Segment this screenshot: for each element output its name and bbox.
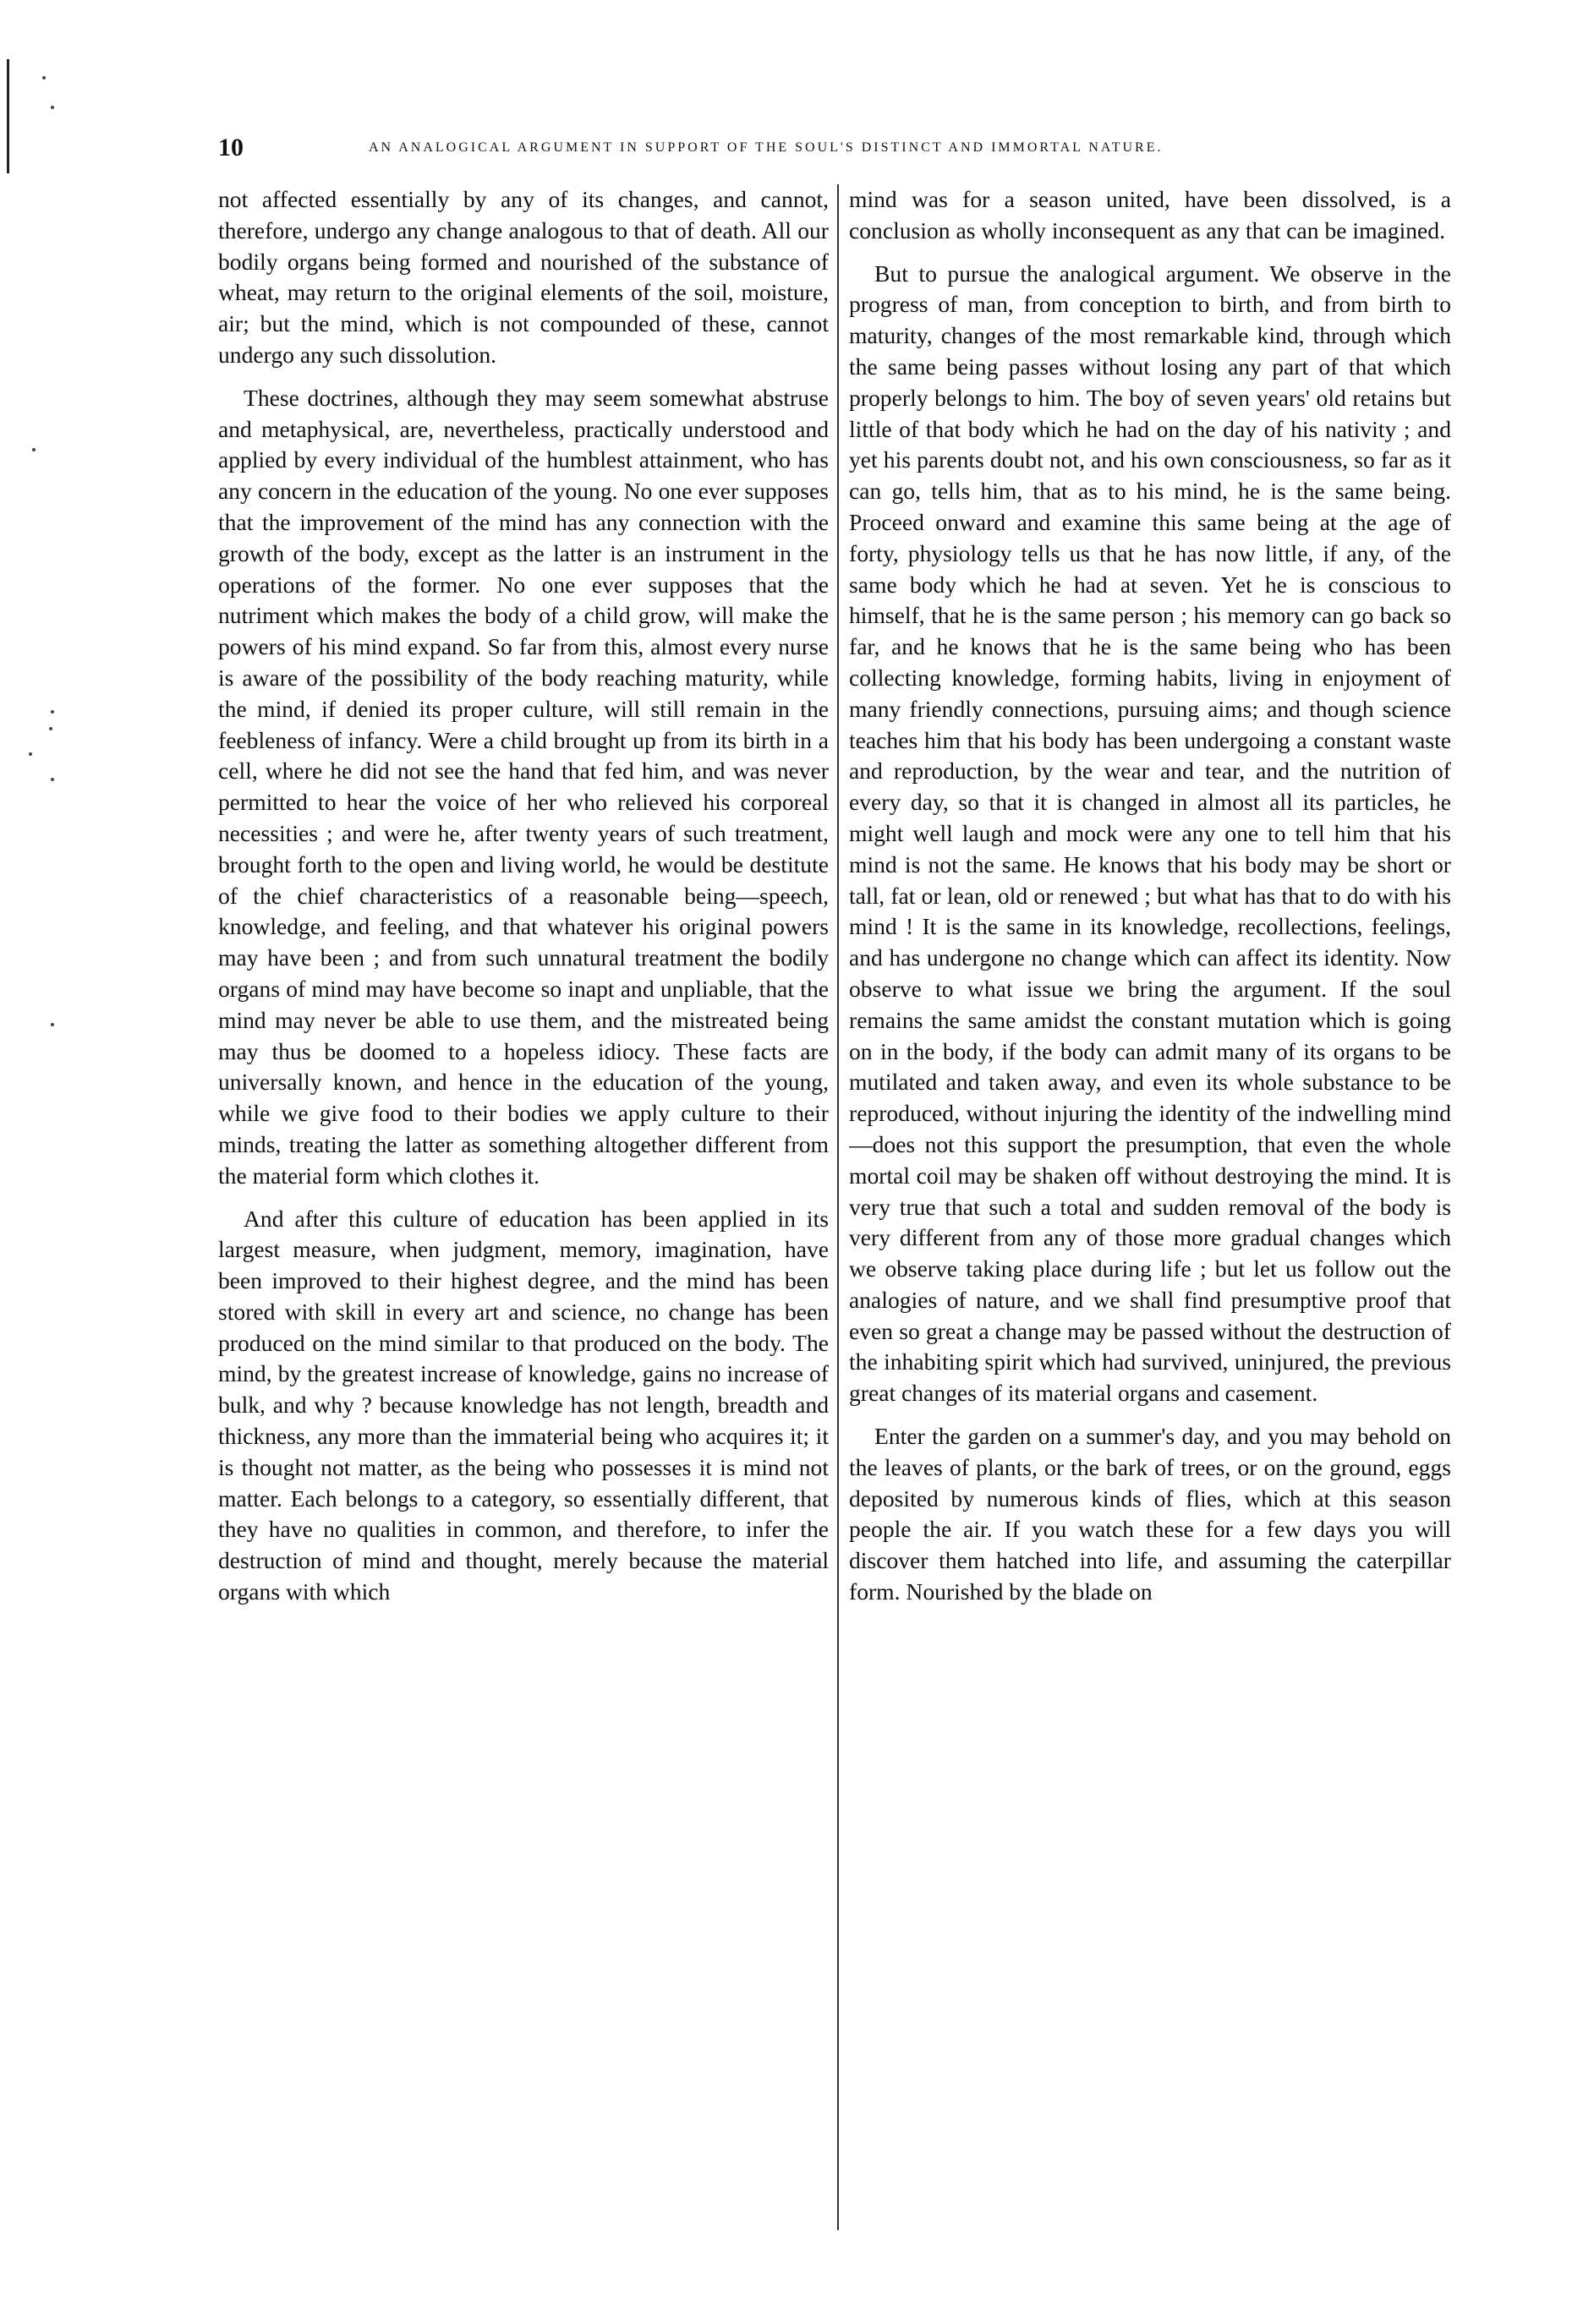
paragraph: mind was for a season united, have been dissolved, is a conclusion as wholly inconsequent as any that can be imagined. bbox=[849, 186, 1451, 243]
page-number: 10 bbox=[218, 134, 244, 161]
page-header bbox=[218, 134, 1451, 167]
paragraph: But to pursue the analogical argument. We observe in the progress of man, from conception to birth, and from birth to maturity, changes of the most remarkable kind, through which the same being passes without losing any part of that which properly belongs to him. The boy of seven years' old retains but little of that body which he had on the day of his nativity ; and yet his parents doubt not, and his own consciousness, so far as it can go, tells him, that as to his mind, he is the same being. Proceed onward and examine this same being at the age of forty, physiology tells us that he has now little, if any, of the same body which he had at seven. Yet he is conscious to himself, that he is the same person ; his memory can go back so far, and he knows that he is the same being who has been collecting knowledge, forming habits, living in enjoyment of many friendly connections, pursuing aims; and though science teaches him that his body has been undergoing a constant waste and reproduction, by the wear and tear, and the nutrition of every day, so that it is changed in almost all its particles, he might well laugh and mock were any one to tell him that his mind is not the same. He knows that his body may be short or tall, fat or lean, old or renewed ; but what has that to do with his mind ! It is the same in its knowledge, recollections, feelings, and has undergone no change which can affect its identity. Now observe to what issue we bring the argument. If the soul remains the same amidst the constant mutation which is going on in the body, if the body can admit many of its organs to be mutilated and taken away, and even its whole substance to be reproduced, without injuring the identity of the indwelling mind—does not this support the presumption, that even the whole mortal coil may be shaken off without destroying the mind. It is very true that such a total and sudden removal of the body is very different from any of those more gradual changes which we observe taking place during life ; but let us follow out the analogies of nature, and we shall find presumptive proof that even so great a change may be passed without the destruction of the inhabiting spirit which had survived, uninjured, the previous great changes of its material organs and casement. bbox=[849, 260, 1451, 1407]
speck bbox=[32, 448, 36, 451]
speck bbox=[51, 710, 54, 714]
running-title: AN ANALOGICAL ARGUMENT IN SUPPORT OF THE SOUL'S DISTINCT AND IMMORTAL NATURE. bbox=[369, 140, 1164, 155]
left-column bbox=[218, 184, 829, 2256]
right-column bbox=[849, 184, 1451, 2256]
margin-binding-mark bbox=[7, 59, 9, 173]
paragraph: Enter the garden on a summer's day, and you may behold on the leaves of plants, or the bark of trees, or on the ground, eggs deposited by numerous kinds of flies, which at this season people the air. If you watch these for a few days you will discover them hatched into life, and assuming the caterpillar form. Nourished by the blade on bbox=[849, 1423, 1451, 1605]
paragraph: These doctrines, although they may seem somewhat abstruse and metaphysical, are, nevertheless, practically understood and applied by every individual of the humblest attainment, who has any concern in the education of the young. No one ever supposes that the improvement of the mind has any connection with the growth of the body, except as the latter is an instrument in the operations of the former. No one ever supposes that the nutriment which makes the body of a child grow, will make the powers of his mind expand. So far from this, almost every nurse is aware of the possibility of the body reaching maturity, while the mind, if denied its proper culture, will still remain in the feebleness of infancy. Were a child brought up from its birth in a cell, where he did not see the hand that fed him, and was never permitted to hear the voice of her who relieved his corporeal necessities ; and were he, after twenty years of such treatment, brought forth to the open and living world, he would be destitute of the chief characteristics of a reasonable being—speech, knowledge, and feeling, and that whatever his original powers may have been ; and from such unnatural treatment the bodily organs of mind may have become so inapt and unpliable, that the mind may never be able to use them, and the mistreated being may thus be doomed to a hopeless idiocy. These facts are universally known, and hence in the education of the young, while we give food to their bodies we apply culture to their minds, treating the latter as something altogether different from the material form which clothes it. bbox=[218, 384, 829, 1189]
speck bbox=[51, 778, 54, 781]
paragraph: And after this culture of education has been applied in its largest measure, when judgment, memory, imagination, have been improved to their highest degree, and the mind has been stored with skill in every art and science, no change has been produced on the mind similar to that produced on the body. The mind, by the greatest increase of knowledge, gains no increase of bulk, and why ? because knowledge has not length, breadth and thickness, any more than the immaterial being who acquires it; it is thought not matter, as the being who possesses it is mind not matter. Each belongs to a category, so essentially different, that they have no qualities in common, and therefore, to infer the destruction of mind and thought, merely because the material organs with which bbox=[218, 1205, 829, 1605]
speck bbox=[51, 106, 54, 109]
speck bbox=[42, 76, 46, 79]
margin-specks bbox=[25, 59, 59, 1074]
column-divider bbox=[837, 184, 839, 2230]
speck bbox=[29, 752, 32, 756]
speck bbox=[51, 1023, 54, 1026]
speck bbox=[49, 727, 52, 730]
paragraph: not affected essentially by any of its changes, and cannot, therefore, undergo any change analogous to that of death. All our bodily organs being formed and nourished of the substance of wheat, may return to the original elements of the soil, moisture, air; but the mind, which is not compounded of these, cannot undergo any such dissolution. bbox=[218, 186, 829, 368]
